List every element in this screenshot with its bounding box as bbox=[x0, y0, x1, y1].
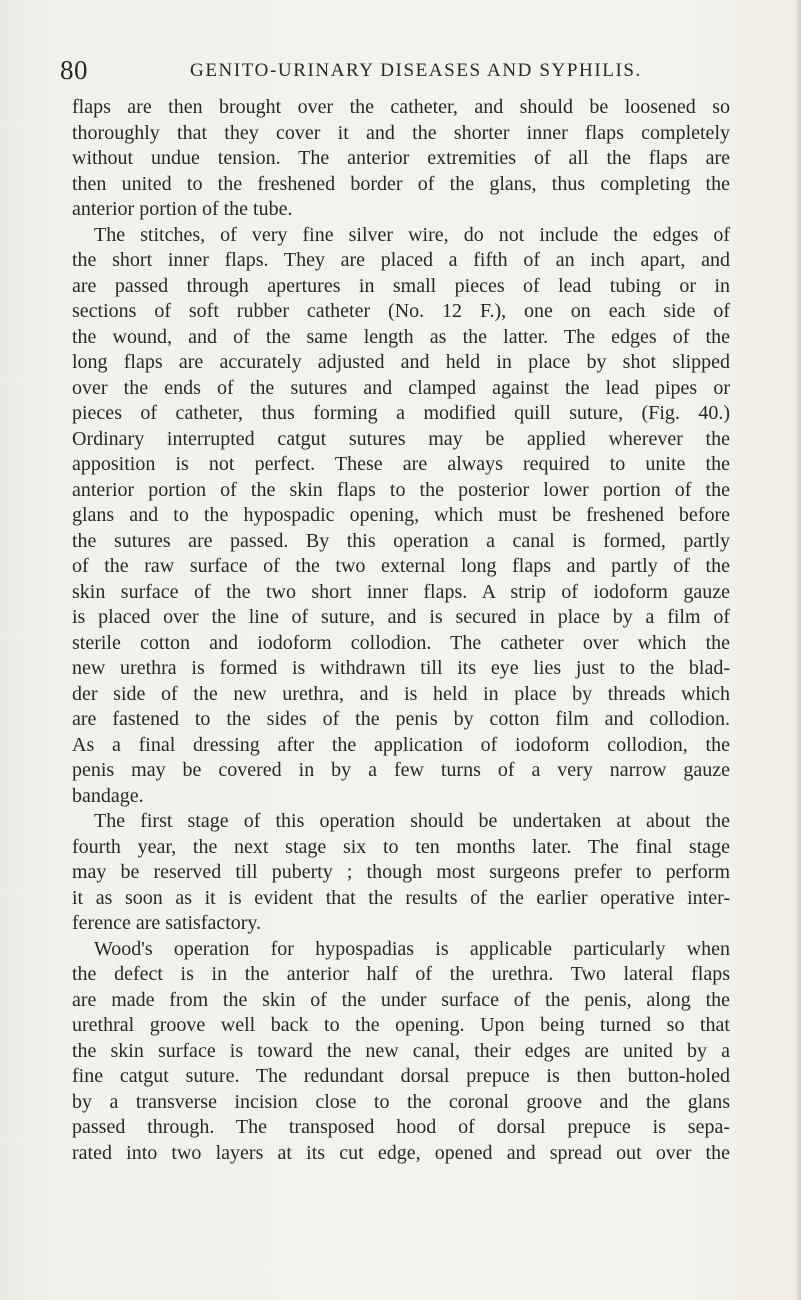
text-line: bandage. bbox=[72, 784, 144, 807]
text-line: without undue tension. The anterior extremities of all the flaps are bbox=[72, 147, 730, 169]
paragraph-start-line: Wood's operation for hypospadias is applicable particularly when bbox=[94, 937, 730, 960]
text-line: is placed over the line of suture, and is secured in place by a film of bbox=[72, 606, 730, 628]
text-line: the wound, and of the same length as the latter. The edges of the bbox=[72, 325, 730, 348]
text-line: by a transverse incision close to the coronal groove and the glans bbox=[72, 1090, 730, 1113]
text-line: As a final dressing after the application of iodoform collodion, the bbox=[72, 733, 730, 756]
text-line: der side of the new urethra, and is held in place by threads which bbox=[72, 682, 730, 705]
text-line: are made from the skin of the under surface of the penis, along the bbox=[72, 988, 730, 1011]
text-line: thoroughly that they cover it and the shorter inner flaps completely bbox=[72, 121, 730, 144]
text-line: long flaps are accurately adjusted and held in place by shot slipped bbox=[72, 351, 730, 373]
text-line: passed through. The transposed hood of dorsal prepuce is sepa- bbox=[72, 1116, 730, 1138]
text-line: pieces of catheter, thus forming a modified quill suture, (Fig. 40.) bbox=[72, 402, 730, 424]
running-head bbox=[60, 55, 740, 85]
text-line: the short inner flaps. They are placed a fifth of an inch apart, and bbox=[72, 249, 730, 271]
text-line: it as soon as it is evident that the results of the earlier operative inter- bbox=[72, 886, 730, 909]
text-line: are fastened to the sides of the penis by cotton film and collodion. bbox=[72, 708, 730, 730]
text-line: ference are satisfactory. bbox=[72, 912, 262, 934]
text-line: sections of soft rubber catheter (No. 12 F.), one on each side of bbox=[72, 300, 730, 322]
text-line: rated into two layers at its cut edge, opened and spread out over the bbox=[72, 1141, 730, 1164]
text-line: skin surface of the two short inner flaps. A strip of iodoform gauze bbox=[72, 580, 730, 603]
text-line: may be reserved till puberty ; though most surgeons prefer to perform bbox=[72, 861, 730, 883]
text-line: over the ends of the sutures and clamped against the lead pipes or bbox=[72, 376, 730, 399]
text-line: the sutures are passed. By this operation a canal is formed, partly bbox=[72, 529, 730, 552]
page-number: 80 bbox=[60, 55, 88, 85]
text-line: apposition is not perfect. These are always required to unite the bbox=[72, 453, 730, 475]
paragraph-start-line: The stitches, of very fine silver wire, do not include the edges of bbox=[94, 223, 730, 246]
text-line: anterior portion of the skin flaps to the posterior lower portion of the bbox=[72, 478, 730, 501]
text-line: fourth year, the next stage six to ten months later. The final stage bbox=[72, 835, 730, 858]
text-line: Ordinary interrupted catgut sutures may be applied wherever the bbox=[72, 427, 730, 450]
body-text bbox=[72, 95, 730, 1166]
running-title: GENITO-URINARY DISEASES AND SYPHILIS. bbox=[190, 60, 642, 81]
text-line: of the raw surface of the two external long flaps and partly of the bbox=[72, 555, 730, 577]
text-line: new urethra is formed is withdrawn till its eye lies just to the blad- bbox=[72, 657, 730, 679]
text-line: are passed through apertures in small pieces of lead tubing or in bbox=[72, 274, 730, 297]
text-line: sterile cotton and iodoform collodion. The catheter over which the bbox=[72, 631, 730, 654]
text-line: then united to the freshened border of the glans, thus completing the bbox=[72, 172, 730, 195]
paragraph-start-line: The first stage of this operation should be undertaken at about the bbox=[94, 810, 730, 832]
text-line: the skin surface is toward the new canal, their edges are united by a bbox=[72, 1039, 730, 1062]
text-line: the defect is in the anterior half of the urethra. Two lateral flaps bbox=[72, 963, 730, 985]
text-line: penis may be covered in by a few turns of a very narrow gauze bbox=[72, 759, 730, 781]
text-line: urethral groove well back to the opening. Upon being turned so that bbox=[72, 1014, 730, 1036]
text-line: anterior portion of the tube. bbox=[72, 198, 293, 220]
text-line: fine catgut suture. The redundant dorsal prepuce is then button-holed bbox=[72, 1065, 730, 1087]
text-line: flaps are then brought over the catheter, and should be loosened so bbox=[72, 96, 730, 118]
text-line: glans and to the hypospadic opening, which must be freshened before bbox=[72, 504, 730, 526]
